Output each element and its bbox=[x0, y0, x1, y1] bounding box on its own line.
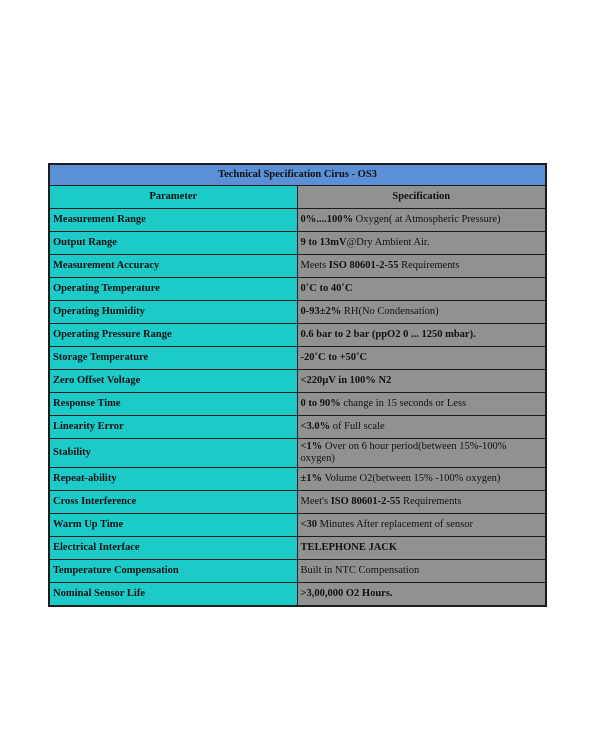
parameter-cell: Repeat-ability bbox=[49, 468, 297, 491]
table-row bbox=[49, 209, 546, 232]
header-parameter: Parameter bbox=[49, 186, 297, 209]
spec-text: Over on 6 hour period(between 15%-100% oxygen) bbox=[300, 441, 507, 464]
parameter-cell: Measurement Accuracy bbox=[49, 255, 297, 278]
specification-cell bbox=[297, 537, 546, 560]
spec-text: ±1% bbox=[300, 473, 323, 484]
specification-cell bbox=[297, 416, 546, 439]
specification-cell bbox=[297, 491, 546, 514]
spec-text: -20˚C to +50˚C bbox=[300, 352, 368, 363]
table-row bbox=[49, 491, 546, 514]
table-body bbox=[49, 209, 546, 607]
spec-text: 0˚C to 40˚C bbox=[300, 283, 353, 294]
parameter-cell: Cross Interference bbox=[49, 491, 297, 514]
parameter-cell: Response Time bbox=[49, 393, 297, 416]
spec-text: change in 15 seconds or Less bbox=[340, 398, 467, 409]
specification-cell bbox=[297, 439, 546, 468]
spec-text: Requirements bbox=[400, 496, 462, 507]
spec-text: Minutes After replacement of sensor bbox=[316, 519, 473, 530]
specification-cell bbox=[297, 209, 546, 232]
table-row bbox=[49, 324, 546, 347]
spec-text: 0.6 bar to 2 bar (ppO2 0 ... 1250 mbar). bbox=[300, 329, 476, 340]
parameter-cell: Operating Temperature bbox=[49, 278, 297, 301]
table-row bbox=[49, 370, 546, 393]
spec-text: Built in NTC Compensation bbox=[300, 565, 420, 576]
spec-text: <30 bbox=[300, 519, 317, 530]
spec-text: Meets bbox=[300, 260, 329, 271]
table-row bbox=[49, 416, 546, 439]
table-title-row bbox=[49, 164, 546, 186]
table-row bbox=[49, 583, 546, 607]
spec-text: TELEPHONE JACK bbox=[300, 542, 398, 553]
table-row bbox=[49, 255, 546, 278]
spec-text: ISO 80601-2-55 bbox=[328, 260, 399, 271]
table-row bbox=[49, 537, 546, 560]
parameter-cell: Warm Up Time bbox=[49, 514, 297, 537]
spec-text: 0 to 90% bbox=[300, 398, 341, 409]
table-row bbox=[49, 232, 546, 255]
specification-cell bbox=[297, 347, 546, 370]
parameter-cell: Linearity Error bbox=[49, 416, 297, 439]
specification-cell bbox=[297, 393, 546, 416]
specification-cell bbox=[297, 324, 546, 347]
parameter-cell: Nominal Sensor Life bbox=[49, 583, 297, 607]
spec-text: Requirements bbox=[398, 260, 460, 271]
table-row bbox=[49, 514, 546, 537]
spec-text: 0%....100% bbox=[300, 214, 353, 225]
table-row bbox=[49, 439, 546, 468]
specification-cell bbox=[297, 370, 546, 393]
spec-text: of Full scale bbox=[330, 421, 385, 432]
parameter-cell: Electrical Interface bbox=[49, 537, 297, 560]
parameter-cell: Storage Temperature bbox=[49, 347, 297, 370]
parameter-cell: Operating Pressure Range bbox=[49, 324, 297, 347]
spec-text: Oxygen( at Atmospheric Pressure) bbox=[353, 214, 501, 225]
parameter-cell: Measurement Range bbox=[49, 209, 297, 232]
table-row bbox=[49, 393, 546, 416]
specification-cell bbox=[297, 255, 546, 278]
table-header-row bbox=[49, 186, 546, 209]
table-row bbox=[49, 301, 546, 324]
spec-table bbox=[48, 163, 547, 607]
parameter-cell: Stability bbox=[49, 439, 297, 468]
parameter-cell: Output Range bbox=[49, 232, 297, 255]
specification-cell bbox=[297, 278, 546, 301]
specification-cell bbox=[297, 514, 546, 537]
table-row bbox=[49, 278, 546, 301]
parameter-cell: Zero Offset Voltage bbox=[49, 370, 297, 393]
spec-text: RH(No Condensation) bbox=[341, 306, 439, 317]
table-row bbox=[49, 347, 546, 370]
table-row bbox=[49, 560, 546, 583]
spec-text: ISO 80601-2-55 bbox=[330, 496, 401, 507]
header-specification: Specification bbox=[297, 186, 546, 209]
spec-text: <3.0% bbox=[300, 421, 331, 432]
spec-text: Meet's bbox=[300, 496, 331, 507]
spec-text: <220µV in 100% N2 bbox=[300, 375, 392, 386]
specification-cell bbox=[297, 468, 546, 491]
specification-cell bbox=[297, 560, 546, 583]
table-title: Technical Specification Cirus - OS3 bbox=[49, 164, 546, 186]
spec-text: Volume O2(between 15% -100% oxygen) bbox=[322, 473, 501, 484]
spec-text: @Dry Ambient Air. bbox=[346, 237, 430, 248]
table-row bbox=[49, 468, 546, 491]
spec-text: 9 to 13mV bbox=[300, 237, 347, 248]
spec-text: 0-93±2% bbox=[300, 306, 342, 317]
spec-text: >3,00,000 O2 Hours. bbox=[300, 588, 393, 599]
parameter-cell: Operating Humidity bbox=[49, 301, 297, 324]
spec-text: <1% bbox=[300, 441, 323, 452]
parameter-cell: Temperature Compensation bbox=[49, 560, 297, 583]
specification-cell bbox=[297, 301, 546, 324]
specification-cell bbox=[297, 583, 546, 607]
specification-cell bbox=[297, 232, 546, 255]
